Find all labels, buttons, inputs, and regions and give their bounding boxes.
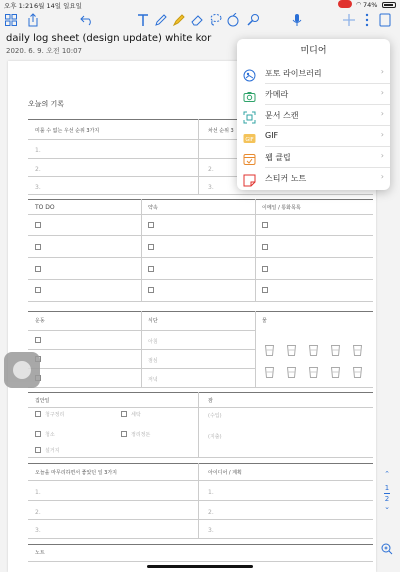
- second-num-2: 2.: [208, 166, 214, 173]
- menu-item-web-clip[interactable]: 웹 클립 ›: [237, 147, 390, 168]
- home-indicator: [147, 565, 253, 568]
- toolbar: [0, 8, 400, 32]
- menu-item-gif[interactable]: GIF GIF ›: [237, 126, 390, 147]
- second-priority-header: 차선 순위 3: [208, 128, 234, 134]
- water-header: 물: [262, 318, 267, 324]
- chore-label: 세탁: [131, 412, 141, 418]
- sticky-note-icon: [243, 172, 256, 185]
- water-cup-icon[interactable]: [287, 363, 296, 374]
- chore-label: 청구정리: [45, 412, 65, 418]
- chore-label: 정리정돈: [131, 432, 151, 438]
- chevron-right-icon: ›: [380, 109, 384, 118]
- assistive-touch-button[interactable]: [4, 352, 40, 388]
- email-checkbox[interactable]: [262, 287, 268, 293]
- promise-header: 약속: [148, 205, 158, 211]
- grid-view-icon[interactable]: [2, 11, 20, 29]
- promise-checkbox[interactable]: [148, 222, 154, 228]
- grateful-header: 오늘을 마무리하면서 좋았던 일 3가지: [35, 470, 117, 476]
- highlighter-icon[interactable]: [170, 11, 188, 29]
- todo-header: TO DO: [35, 204, 55, 211]
- document-date: 2020. 6. 9. 오전 10:07: [6, 47, 82, 55]
- email-checkbox[interactable]: [262, 244, 268, 250]
- todo-checkbox[interactable]: [35, 222, 41, 228]
- media-popup: [237, 39, 390, 190]
- menu-item-sticky-note[interactable]: 스티커 노트 ›: [237, 168, 390, 189]
- page-heading: 오늘의 기록: [28, 100, 65, 108]
- record-indicator-icon: [338, 0, 352, 8]
- meal-lunch: 점심: [148, 358, 158, 364]
- grateful-num-3: 3.: [35, 527, 41, 534]
- page-navigator[interactable]: [381, 470, 393, 518]
- battery-percent: 74%: [363, 1, 378, 9]
- exercise-header: 운동: [35, 318, 45, 324]
- document-title: daily log sheet (design update) white kor: [6, 33, 212, 44]
- eraser-icon[interactable]: [188, 11, 206, 29]
- page-current: 1: [384, 484, 390, 492]
- email-checkbox[interactable]: [262, 266, 268, 272]
- exercise-checkbox[interactable]: [35, 337, 41, 343]
- todo-checkbox[interactable]: [35, 287, 41, 293]
- priority-num-3: 3.: [35, 184, 41, 191]
- promise-checkbox[interactable]: [148, 244, 154, 250]
- water-cup-icon[interactable]: [331, 363, 340, 374]
- water-cup-icon[interactable]: [265, 341, 274, 352]
- sleep-expense: (지출): [208, 434, 222, 440]
- email-checkbox[interactable]: [262, 222, 268, 228]
- page-up-chevron-icon[interactable]: ⌃: [384, 470, 390, 478]
- lasso-icon[interactable]: [206, 11, 224, 29]
- microphone-icon[interactable]: [288, 11, 306, 29]
- text-tool-icon[interactable]: [134, 11, 152, 29]
- chevron-right-icon: ›: [380, 172, 384, 181]
- svg-text:GIF: GIF: [245, 137, 254, 143]
- popup-title: 미디어: [300, 46, 327, 56]
- laser-pointer-icon[interactable]: [244, 11, 262, 29]
- ideas-num-2: 2.: [208, 509, 214, 516]
- menu-item-photo-library[interactable]: 포토 라이브러리 ›: [237, 63, 390, 84]
- status-time: 오후 1:21: [4, 2, 34, 10]
- share-icon[interactable]: [24, 11, 42, 29]
- priority-num-2: 2.: [35, 166, 41, 173]
- water-cup-icon[interactable]: [287, 341, 296, 352]
- gif-icon: [243, 130, 256, 143]
- meal-header: 식단: [148, 318, 158, 324]
- chore-checkbox[interactable]: [35, 447, 41, 453]
- water-cup-icon[interactable]: [331, 341, 340, 352]
- ideas-header: 아이디어 / 계획: [208, 470, 242, 476]
- chores-header: 집안일: [35, 398, 50, 404]
- todo-checkbox[interactable]: [35, 244, 41, 250]
- page-down-chevron-icon[interactable]: ⌄: [384, 503, 390, 511]
- grateful-num-2: 2.: [35, 509, 41, 516]
- camera-icon: [243, 88, 256, 101]
- shapes-icon[interactable]: [224, 11, 242, 29]
- meal-dinner: 저녁: [148, 377, 158, 383]
- photo-library-icon: [243, 67, 256, 80]
- pen-tool-icon[interactable]: [152, 11, 170, 29]
- wifi-icon: ◠: [356, 1, 362, 8]
- chevron-right-icon: ›: [380, 130, 384, 139]
- more-options-icon[interactable]: [358, 11, 376, 29]
- chore-label: 설거지: [45, 448, 60, 454]
- chevron-right-icon: ›: [380, 151, 384, 160]
- web-clip-icon: [243, 151, 256, 164]
- sleep-income: (수입): [208, 413, 222, 419]
- water-cup-icon[interactable]: [353, 341, 362, 352]
- priority-num-1: 1.: [35, 147, 41, 154]
- menu-item-camera[interactable]: 카메라 ›: [237, 84, 390, 105]
- page-total: 2: [384, 495, 390, 503]
- add-media-icon[interactable]: [340, 11, 358, 29]
- sleep-header: 잠: [208, 398, 213, 404]
- chore-checkbox[interactable]: [35, 431, 41, 437]
- undo-icon[interactable]: [78, 11, 96, 29]
- new-page-icon[interactable]: [376, 11, 394, 29]
- water-cup-icon[interactable]: [353, 363, 362, 374]
- status-date: 6월 14일 일요일: [34, 2, 82, 10]
- chevron-right-icon: ›: [380, 88, 384, 97]
- water-cup-icon[interactable]: [309, 363, 318, 374]
- email-header: 이메일 / 통화목록: [262, 205, 301, 211]
- promise-checkbox[interactable]: [148, 266, 154, 272]
- grateful-num-1: 1.: [35, 489, 41, 496]
- water-cup-icon[interactable]: [309, 341, 318, 352]
- second-num-3: 3.: [208, 184, 214, 191]
- chore-checkbox[interactable]: [121, 411, 127, 417]
- chore-checkbox[interactable]: [121, 431, 127, 437]
- notes-header: 노트: [35, 550, 45, 556]
- menu-item-document-scan[interactable]: 문서 스캔 ›: [237, 105, 390, 126]
- zoom-icon[interactable]: [381, 540, 393, 559]
- meal-breakfast: 아침: [148, 339, 158, 345]
- chore-label: 청소: [45, 432, 55, 438]
- ideas-num-1: 1.: [208, 489, 214, 496]
- chevron-right-icon: ›: [380, 67, 384, 76]
- ideas-num-3: 3.: [208, 527, 214, 534]
- document-scan-icon: [243, 109, 256, 122]
- todo-checkbox[interactable]: [35, 266, 41, 272]
- priority-header: 미룰 수 없는 우선 순위 3가지: [35, 128, 100, 134]
- water-cup-icon[interactable]: [265, 363, 274, 374]
- chore-checkbox[interactable]: [35, 411, 41, 417]
- promise-checkbox[interactable]: [148, 287, 154, 293]
